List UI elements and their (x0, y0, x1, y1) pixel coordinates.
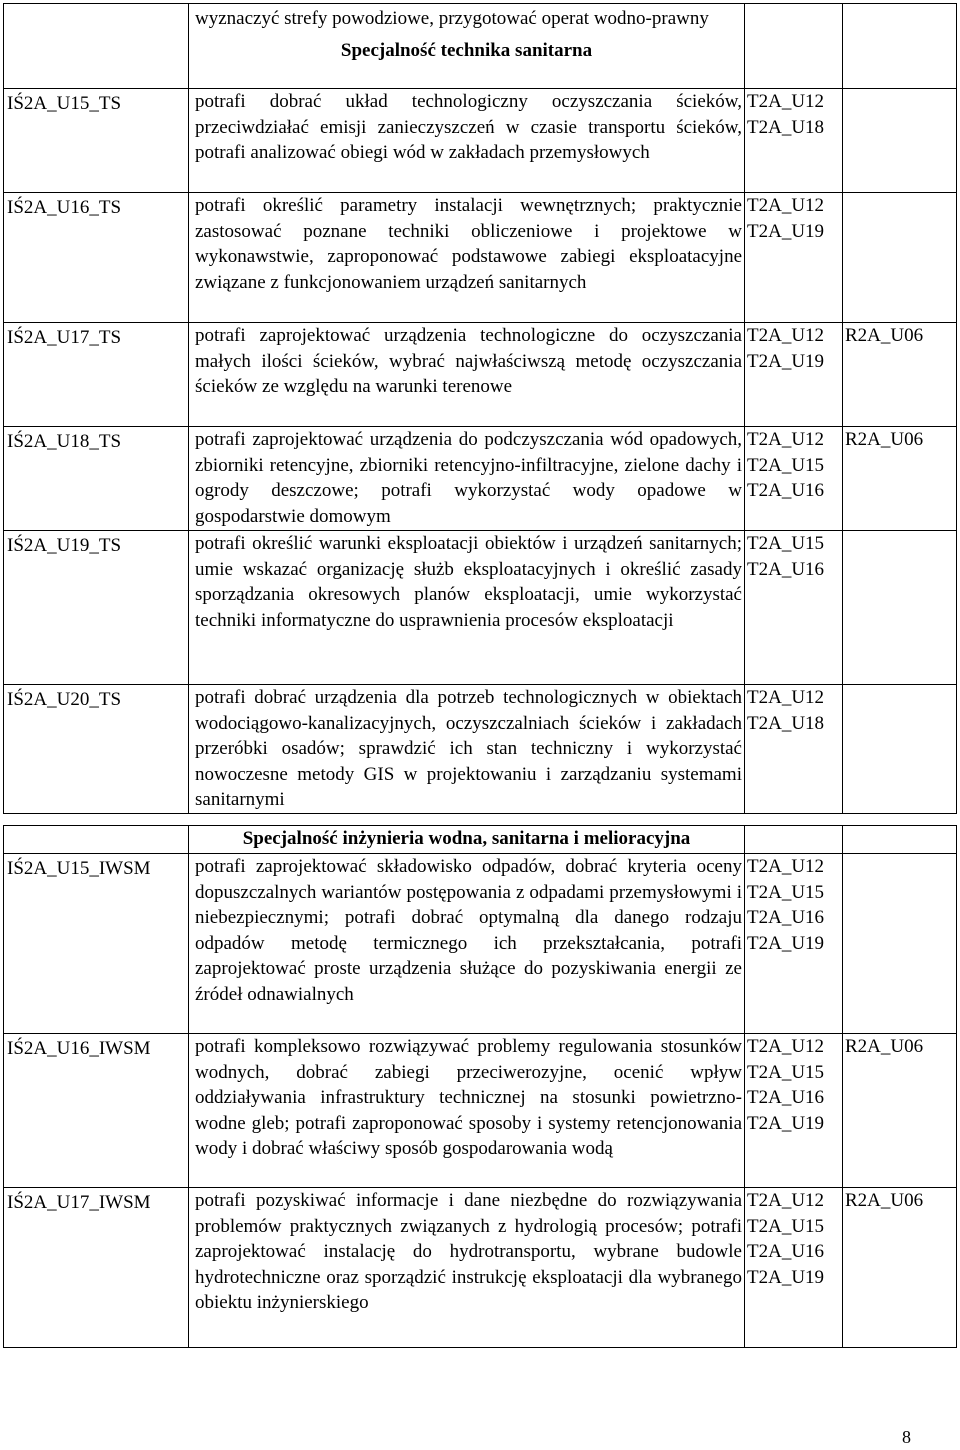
t2a-references (745, 323, 842, 374)
t2a-references (745, 89, 842, 140)
t2a-reference: T2A_U12 (747, 195, 825, 216)
t2a-references (745, 1034, 842, 1136)
table-row (4, 826, 957, 854)
outcome-code: IŚ2A_U17_IWSM (7, 1192, 151, 1213)
t2a-references (745, 531, 842, 582)
table-row (4, 193, 957, 323)
table-row (4, 685, 957, 814)
table-row (4, 323, 957, 427)
table-row (4, 89, 957, 193)
outcome-code: IŚ2A_U16_IWSM (7, 1038, 151, 1059)
t2a-references (745, 685, 842, 736)
outcome-code: IŚ2A_U18_TS (7, 431, 122, 452)
t2a-reference: T2A_U15 (747, 1061, 825, 1083)
outcome-description: potrafi dobrać układ technologiczny oczyszczania ścieków, przeciwdziałać emisji zanieczyszczeń w czasie transportu ścieków, potrafi analizować obiegi wód w zakładach przemysłowych (195, 91, 742, 164)
outcome-description: potrafi określić warunki eksploatacji obiektów i urządzeń sanitarnych; umie wskazać organizację służb eksploatacyjnych i określić zasady sporządzania okresowych planów eksploatacji, umie wykorzystać techniki informatyczne do usprawnienia procesów eksploatacji (195, 533, 742, 631)
t2a-reference: T2A_U12 (747, 1190, 825, 1211)
t2a-reference: T2A_U12 (747, 91, 825, 112)
t2a-references (745, 427, 842, 504)
t2a-reference: T2A_U15 (747, 1215, 825, 1237)
t2a-references (745, 854, 842, 956)
table-row (4, 854, 957, 1034)
outcome-code: IŚ2A_U19_TS (7, 535, 122, 556)
t2a-reference: T2A_U18 (747, 712, 825, 734)
r2a-reference: R2A_U06 (845, 1190, 924, 1211)
t2a-reference: T2A_U19 (747, 350, 825, 372)
t2a-reference: T2A_U16 (747, 1241, 825, 1263)
outcome-description: potrafi kompleksowo rozwiązywać problemy regulowania stosunków wodnych, dobrać zabiegi przeciwerozyjne, ocenić wpływ oddziaływania infrastruktury technicznej na stosunki powietrzno-wodne gleb; potrafi zaproponować sposoby i systemy retencjonowania wody i dobrać właściwy sposób gospodarowania wodą (195, 1036, 742, 1160)
specialization-header-iwsm: Specjalność inżynieria wodna, sanitarna i melioracyjna (242, 828, 691, 849)
t2a-reference: T2A_U19 (747, 1266, 825, 1288)
outcome-description: potrafi dobrać urządzenia dla potrzeb technologicznych w obiektach wodociągowo-kanalizacyjnych, oczyszczalniach ścieków i zakładach przeróbki osadów; sprawdzić ich stan techniczny i wykorzystać nowoczesne metody GIS w projektowaniu i zarządzaniu systemami sanitarnymi (195, 687, 742, 811)
t2a-reference: T2A_U18 (747, 116, 825, 138)
outcome-description: potrafi zaprojektować składowisko odpadów, dobrać kryteria oceny dopuszczalnych wariantów postępowania z odpadami przemysłowymi i niebezpiecznymi; potrafi dobrać optymalną dla danego rodzaju odpadów metodę termicznego ich przekształcania, potrafi zaprojektować proste urządzenia służące do pozyskiwania energii ze źródeł odnawialnych (195, 856, 742, 1005)
t2a-reference: T2A_U12 (747, 856, 825, 877)
t2a-references (745, 1188, 842, 1290)
outcome-code: IŚ2A_U15_TS (7, 93, 122, 114)
table-row (4, 427, 957, 531)
outcome-description: potrafi pozyskiwać informacje i dane niezbędne do rozwiązywania problemów praktycznych związanych z hydrologią procesów; potrafi zaprojektować instalację do hydrotransportu, wybrane budowle hydrotechniczne oraz sporządzić instrukcję eksploatacji dla wybranego obiektu inżynierskiego (195, 1190, 742, 1314)
t2a-references (745, 193, 842, 244)
t2a-reference: T2A_U16 (747, 558, 825, 580)
t2a-reference: T2A_U19 (747, 932, 825, 954)
t2a-reference: T2A_U16 (747, 907, 825, 929)
r2a-reference: R2A_U06 (845, 1036, 924, 1057)
t2a-reference: T2A_U12 (747, 687, 825, 708)
outcome-code: IŚ2A_U20_TS (7, 689, 122, 710)
t2a-reference: T2A_U15 (747, 454, 825, 476)
outcome-code: IŚ2A_U17_TS (7, 327, 122, 348)
table-row (4, 1188, 957, 1348)
page-number: 8 (902, 1427, 911, 1447)
t2a-reference: T2A_U19 (747, 1112, 825, 1134)
t2a-reference: T2A_U15 (747, 881, 825, 903)
outcome-code: IŚ2A_U15_IWSM (7, 858, 151, 879)
learning-outcomes-table-top (3, 3, 957, 814)
outcome-description: potrafi zaprojektować urządzenia technologiczne do oczyszczania małych ilości ścieków, wybrać najwłaściwszą metodę oczyszczania ścieków ze względu na warunki terenowe (195, 325, 742, 398)
learning-outcomes-table-bottom (3, 825, 957, 1348)
t2a-reference: T2A_U12 (747, 325, 825, 346)
t2a-reference: T2A_U15 (747, 533, 825, 554)
specialization-header-ts: Specjalność technika sanitarna (340, 39, 593, 61)
t2a-reference: T2A_U19 (747, 220, 825, 242)
outcome-description: potrafi określić parametry instalacji wewnętrznych; praktycznie zastosować poznane techniki obliczeniowe i projektowe w wykonawstwie, zaproponować podstawowe zabiegi eksploatacyjne związane z funkcjonowaniem urządzeń sanitarnych (195, 195, 742, 293)
r2a-reference: R2A_U06 (845, 429, 924, 450)
r2a-reference: R2A_U06 (845, 325, 924, 346)
outcome-code: IŚ2A_U16_TS (7, 197, 122, 218)
t2a-reference: T2A_U12 (747, 429, 825, 450)
table-row (4, 1034, 957, 1188)
t2a-reference: T2A_U16 (747, 1087, 825, 1109)
t2a-reference: T2A_U16 (747, 480, 825, 502)
outcome-description: potrafi zaprojektować urządzenia do podczyszczania wód opadowych, zbiorniki retencyjne, zbiorniki retencyjno-infiltracyjne, zielone dachy i ogrody deszczowe; potrafi wykorzystać wody opadowe w gospodarstwie domowym (195, 429, 742, 527)
table-row (4, 531, 957, 685)
table-row (4, 4, 957, 89)
t2a-reference: T2A_U12 (747, 1036, 825, 1057)
continuation-text: wyznaczyć strefy powodziowe, przygotować operat wodno-prawny (195, 8, 709, 29)
